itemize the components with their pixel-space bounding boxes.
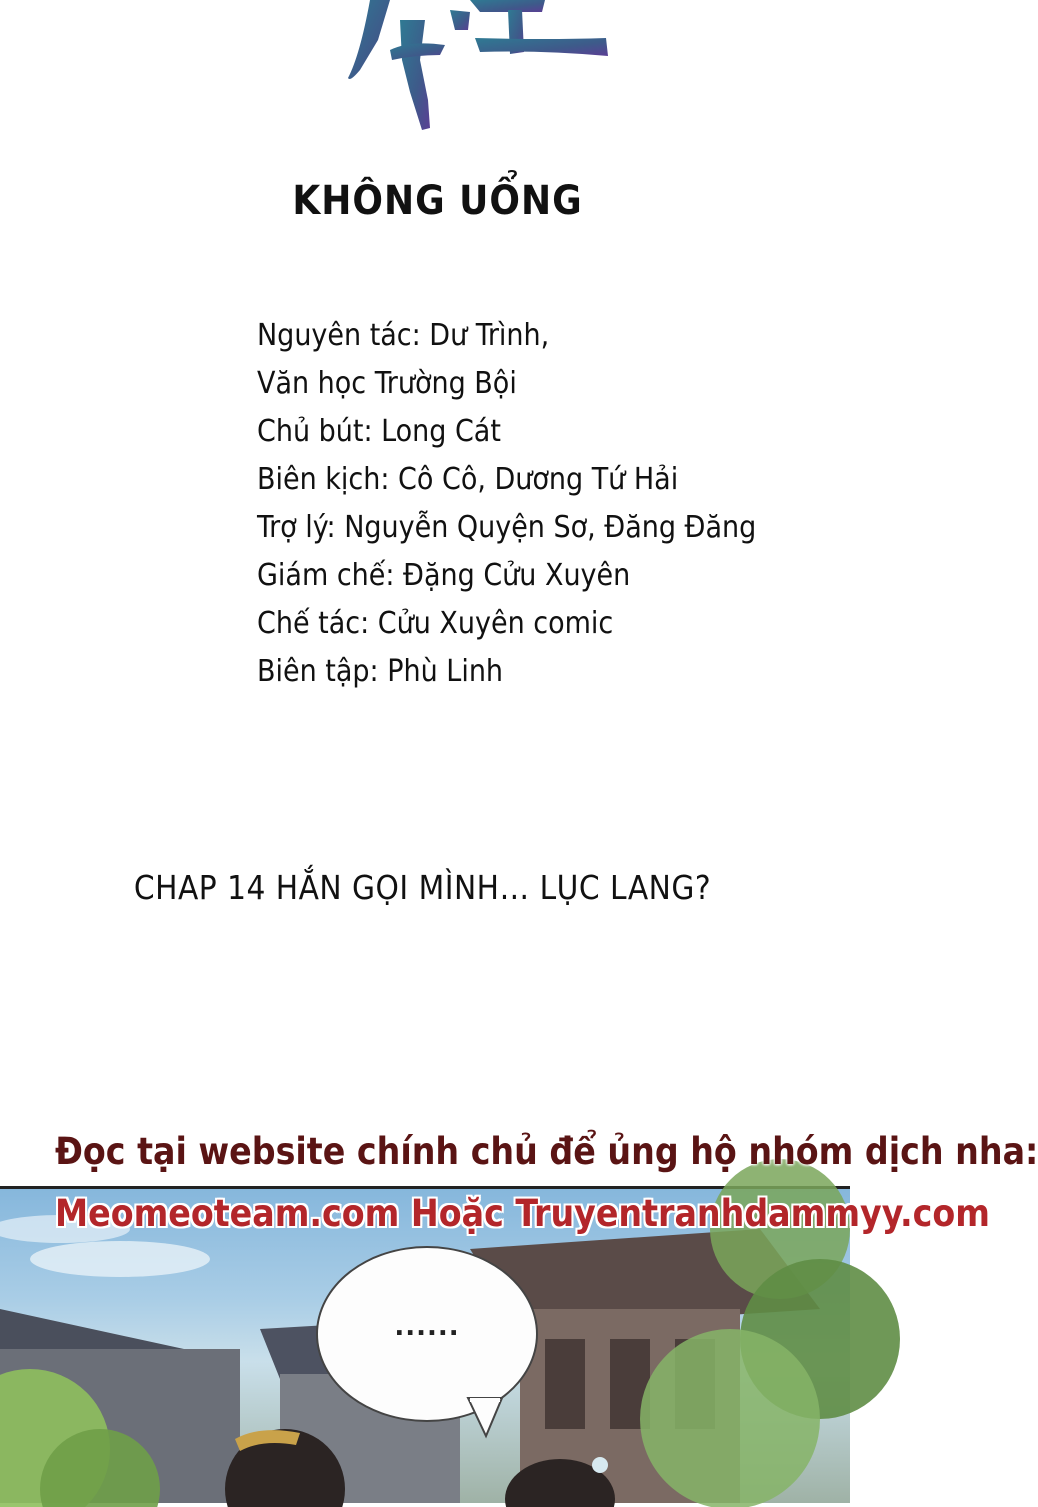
- bubble-tail: [468, 1398, 528, 1438]
- speech-bubble: [316, 1246, 538, 1422]
- credit-editor: Biên tập: Phù Linh: [257, 654, 504, 689]
- credit-supervisor: Giám chế: Đặng Cửu Xuyên: [257, 558, 631, 593]
- comic-title: KHÔNG UỔNG: [292, 178, 583, 224]
- chapter-heading: CHAP 14 HẮN GỌI MÌNH… LỤC LANG?: [133, 868, 712, 907]
- website-links: Meomeoteam.com Hoặc Truyentranhdammyy.com: [55, 1192, 990, 1235]
- bubble-text: ......: [394, 1312, 460, 1342]
- credit-assistant: Trợ lý: Nguyễn Quyện Sơ, Đăng Đăng: [257, 510, 757, 545]
- read-official-notice: Đọc tại website chính chủ để ủng hộ nhóm dịch nha:: [55, 1130, 1038, 1173]
- credit-producer: Chế tác: Cửu Xuyên comic: [257, 606, 614, 641]
- credit-publisher: Văn học Trường Bội: [257, 366, 517, 401]
- credit-lead-artist: Chủ bút: Long Cát: [257, 414, 501, 449]
- credit-screenwriter: Biên kịch: Cô Cô, Dương Tứ Hải: [257, 462, 679, 497]
- credits-list: [257, 312, 756, 696]
- credit-original-author: Nguyên tác: Dư Trình,: [257, 318, 550, 353]
- calligraphy-logo: [330, 0, 630, 140]
